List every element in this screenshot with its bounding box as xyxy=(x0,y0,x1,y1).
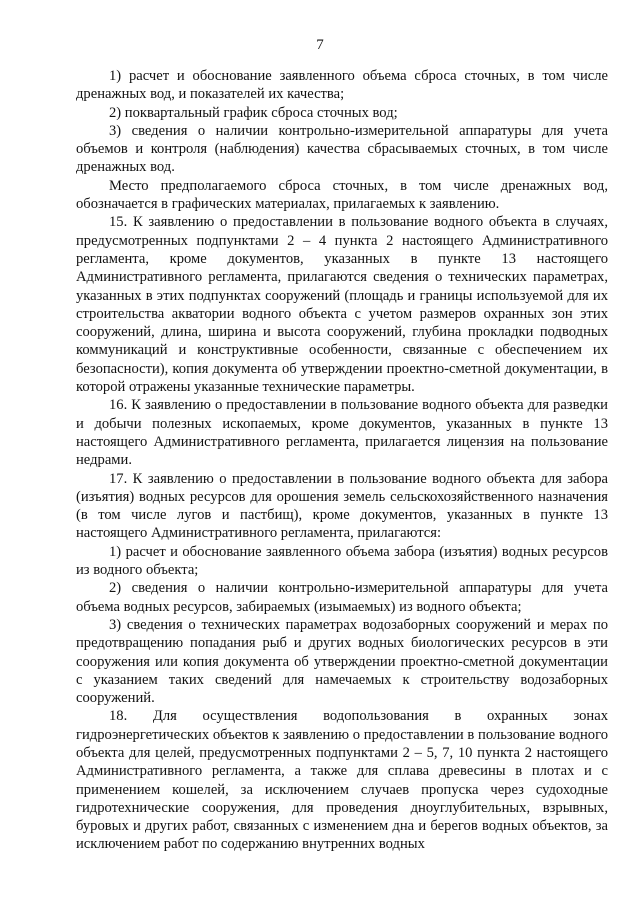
document-body xyxy=(76,67,608,854)
paragraph-1: 1) расчет и обоснование заявленного объема сброса сточных, в том числе дренажных вод, и показателей их качества; xyxy=(76,68,608,103)
paragraph-8: 1) расчет и обоснование заявленного объема забора (изъятия) водных ресурсов из водного объекта; xyxy=(76,543,608,579)
paragraph-11: 18. Для осуществления водопользования в охранных зонах гидроэнергетических объектов к заявлению о предоставлении в пользование водного объекта для целей, предусмотренных подпунктами 2 – 5, 7, 10 пункта 2 настоящего Административного регламента, а также для сплава древесины в плотах и с применением кошелей, за исключением случаев пропуска через судоходные гидротехнические сооружения, для проведения дноуглубительных, взрывных, буровых и других работ, связанных с изменением дна и берегов водных объектов, за исключением работ по содержанию внутренних водных xyxy=(76,708,608,853)
paragraph-7: 17. К заявлению о предоставлении в пользование водного объекта для забора (изъятия) водных ресурсов для орошения земель сельскохозяйственного назначения (в том числе лугов и пастбищ), кроме документов, указанных в пункте 13 настоящего Административного регламента, прилагаются: xyxy=(76,470,608,542)
paragraph-2: 2) поквартальный график сброса сточных вод; xyxy=(109,104,398,121)
page-number: 7 xyxy=(316,37,324,53)
paragraph-6: 16. К заявлению о предоставлении в пользование водного объекта для разведки и добычи полезных ископаемых, кроме документов, указанных в пункте 13 настоящего Административного регламента, прилагается лицензия на пользование недрами. xyxy=(76,397,608,469)
paragraph-3: 3) сведения о наличии контрольно-измерительной аппаратуры для учета объемов и контроля (наблюдения) качества сбрасываемых сточных, в том числе дренажных вод. xyxy=(76,122,608,176)
paragraph-10: 3) сведения о технических параметрах водозаборных сооружений и мерах по предотвращению попадания рыб и других водных биологических ресурсов в эти сооружения или копия документа об утверждении проектно-сметной документации с указанием таких сведений для намечаемых к строительству водозаборных сооружений. xyxy=(76,616,608,707)
paragraph-9: 2) сведения о наличии контрольно-измерительной аппаратуры для учета объема водных ресурсов, забираемых (изымаемых) из водного объекта; xyxy=(76,580,608,615)
paragraph-4: Место предполагаемого сброса сточных, в том числе дренажных вод, обозначается в графических материалах, прилагаемых к заявлению. xyxy=(76,177,608,213)
paragraph-5: 15. К заявлению о предоставлении в пользование водного объекта в случаях, предусмотренных подпунктами 2 – 4 пункта 2 настоящего Административного регламента, кроме документов, указанных в пункте 13 настоящего Административного регламента, прилагаются сведения о технических параметрах, указанных в этих подпунктах сооружений (площадь и границы используемой для их строительства акватории водного объекта с учетом размеров охранных зон этих сооружений, длина, ширина и высота сооружений, глубина прокладки подводных коммуникаций и конструктивные особенности, связанные с обеспечением их безопасности), копия документа об утверждении проектно-сметной документации, в которой отражены указанные технические параметры. xyxy=(76,214,608,396)
